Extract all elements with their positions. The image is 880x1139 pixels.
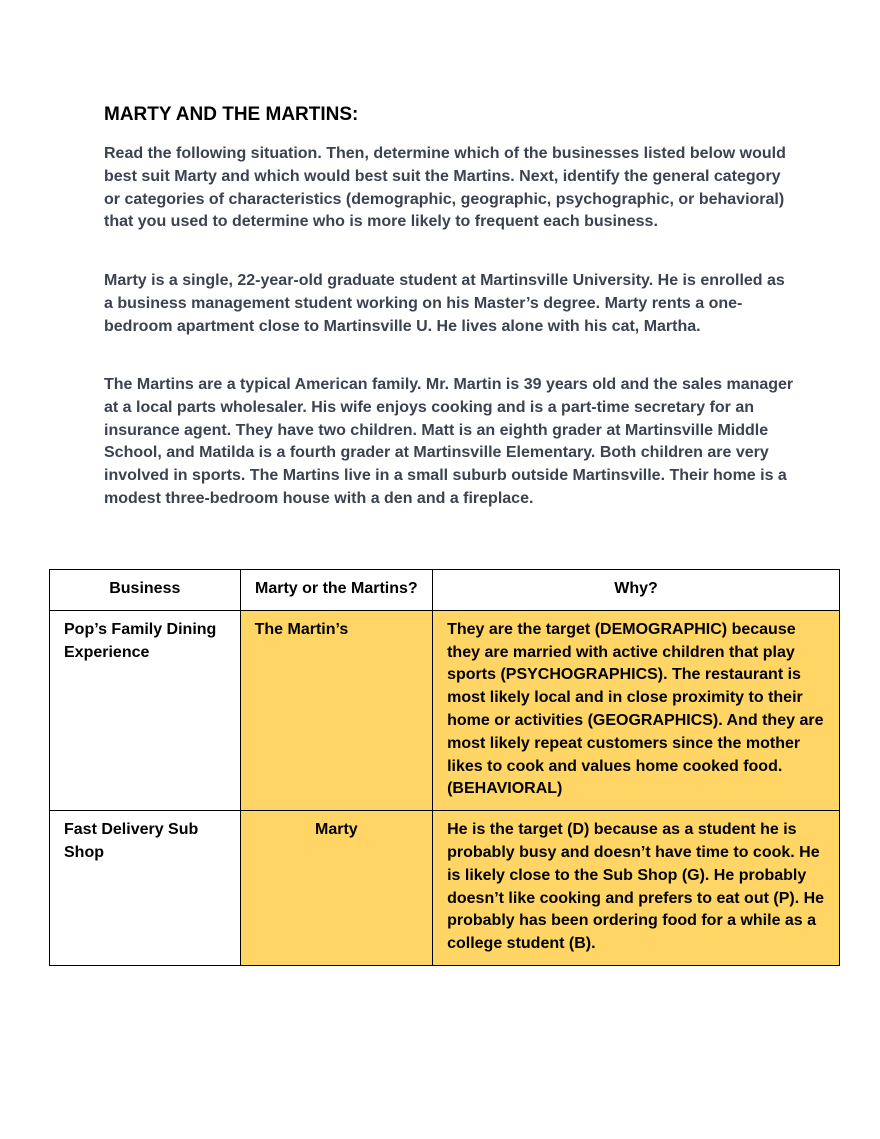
business-cell: Pop’s Family Dining Experience: [50, 610, 241, 810]
table-row: [50, 811, 840, 966]
document-title: MARTY AND THE MARTINS:: [104, 104, 359, 125]
why-cell[interactable]: They are the target (DEMOGRAPHIC) because they are married with active children that play sports (PSYCHOGRAPHICS). The restaurant is most likely local and in close proximity to their home or activities (GEOGRAPHICS). And they are most likely repeat customers since the mother likes to cook and values home cooked food. (BEHAVIORAL): [433, 610, 840, 810]
header-why: Why?: [433, 570, 840, 611]
martins-description-paragraph: The Martins are a typical American family. Mr. Martin is 39 years old and the sales manager at a local parts wholesaler. His wife enjoys cooking and is a part-time secretary for an insurance agent. They have two children. Matt is an eighth grader at Martinsville Middle School, and Matilda is a fourth grader at Martinsville Elementary. Both children are very involved in sports. The Martins live in a small suburb outside Martinsville. Their home is a modest three-bedroom house with a den and a fireplace.: [104, 376, 794, 507]
answer-cell[interactable]: Marty: [240, 811, 433, 966]
answer-cell[interactable]: The Martin’s: [240, 610, 433, 810]
header-business: Business: [50, 570, 241, 611]
header-marty-or-martins: Marty or the Martins?: [240, 570, 433, 611]
table-header-row: [50, 570, 840, 611]
answer-table: [49, 569, 840, 966]
table-row: [50, 610, 840, 810]
instructions-paragraph: Read the following situation. Then, determine which of the businesses listed below would best suit Marty and which would best suit the Martins. Next, identify the general category or categories of characteristics (demographic, geographic, psychographic, or behavioral) that you used to determine who is more likely to frequent each business.: [104, 145, 786, 231]
business-cell: Fast Delivery Sub Shop: [50, 811, 241, 966]
why-cell[interactable]: He is the target (D) because as a student he is probably busy and doesn’t have time to cook. He is likely close to the Sub Shop (G). He probably doesn’t like cooking and prefers to eat out (P). He probably has been ordering food for a while as a college student (B).: [433, 811, 840, 966]
marty-description-paragraph: Marty is a single, 22-year-old graduate student at Martinsville University. He is enrolled as a business management student working on his Master’s degree. Marty rents a one-bedroom apartment close to Martinsville U. He lives alone with his cat, Martha.: [104, 272, 785, 335]
